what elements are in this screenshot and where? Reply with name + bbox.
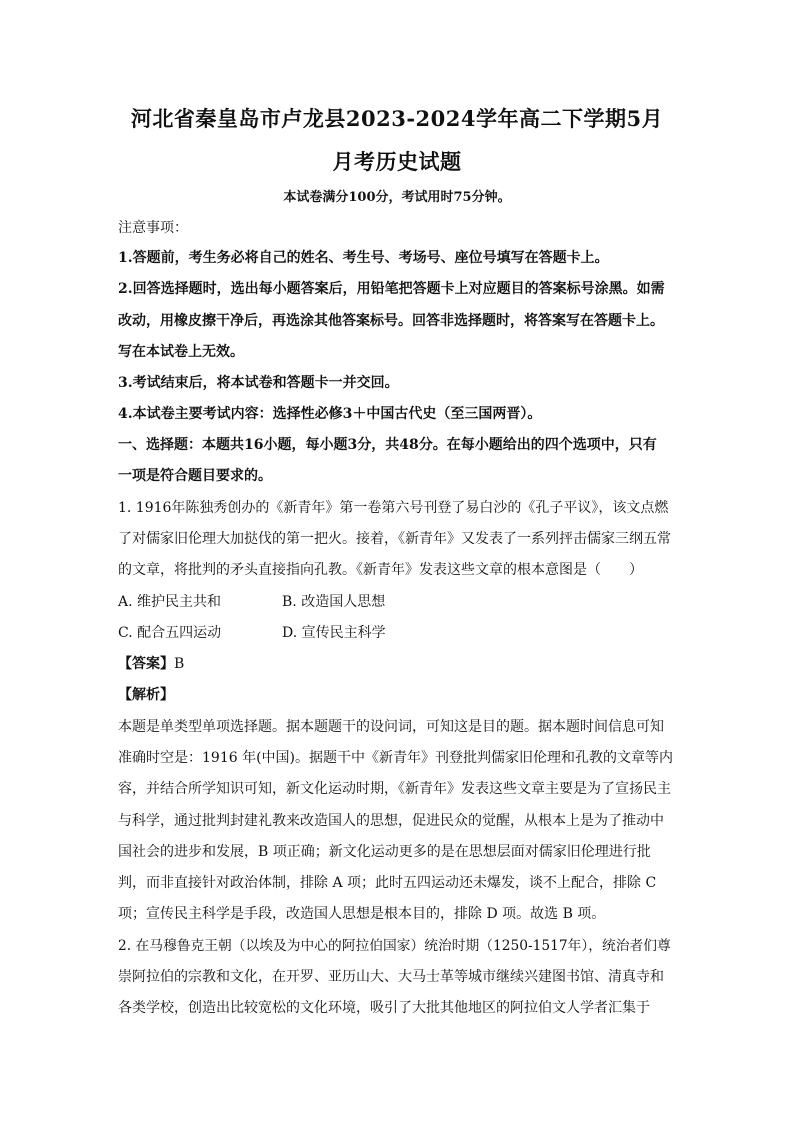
q1-option-d: D. 宣传民主科学 xyxy=(282,625,386,641)
q1-analysis-line4: 与科学，通过批判封建礼教来改造国人的思想，促进民众的觉醒，从根本上是为了推动中 xyxy=(118,813,664,829)
exam-title-line2-text: 月考历史试题 xyxy=(332,149,462,174)
exam-title-line2 xyxy=(0,146,794,176)
note-item-4: 4.本试卷主要考试内容：选择性必修3＋中国古代史（至三国两晋）。 xyxy=(118,406,542,422)
q2-stem-line1: 2. 在马穆鲁克王朝（以埃及为中心的阿拉伯国家）统治时期（1250-1517年），统治者们尊 xyxy=(118,938,671,954)
note-item-1: 1.答题前，考生务必将自己的姓名、考生号、考场号、座位号填写在答题卡上。 xyxy=(118,250,609,266)
note-item-2-line1: 2.回答选择题时，选出每小题答案后，用铅笔把答题卡上对应题目的答案标号涂黑。如需 xyxy=(118,281,665,297)
q1-option-c: C. 配合五四运动 xyxy=(118,625,222,641)
section1-heading-line1: 一、选择题：本题共16小题，每小题3分，共48分。在每小题给出的四个选项中，只有 xyxy=(118,437,657,453)
q1-stem-line1: 1. 1916年陈独秀创办的《新青年》第一卷第六号刊登了易白沙的《孔子平议》，该文点燃 xyxy=(118,500,669,516)
q1-stem-line3: 的文章，将批判的矛头直接指向孔教。《新青年》发表这些文章的根本意图是（ ） xyxy=(118,562,643,578)
notes-heading: 注意事项： xyxy=(118,220,188,236)
q1-analysis-line2: 准确时空是：1916 年(中国)。据题干中《新青年》刊登批判儒家旧伦理和孔教的文章等内 xyxy=(118,750,674,766)
q1-analysis-line6: 判，而非直接针对政治体制，排除 A 项；此时五四运动还未爆发，谈不上配合，排除 C xyxy=(118,875,657,891)
q1-analysis-line5: 国社会的进步和发展，B 项正确；新文化运动更多的是在思想层面对儒家旧伦理进行批 xyxy=(118,844,651,860)
q1-option-b: B. 改造国人思想 xyxy=(282,594,386,610)
note-item-2-line2: 改动，用橡皮擦干净后，再选涂其他答案标号。回答非选择题时，将答案写在答题卡上。 xyxy=(118,313,664,329)
q1-answer-value: B xyxy=(174,656,185,672)
exam-title-line1 xyxy=(0,103,794,133)
q2-stem-line2: 崇阿拉伯的宗教和文化，在开罗、亚历山大、大马士革等城市继续兴建图书馆、清真寺和 xyxy=(118,969,664,985)
note-item-2-line3: 写在本试卷上无效。 xyxy=(118,344,244,360)
exam-title-line1-text: 河北省秦皇岛市卢龙县2023-2024学年高二下学期5月 xyxy=(130,106,664,131)
q2-stem-line3: 各类学校，创造出比较宽松的文化环境，吸引了大批其他地区的阿拉伯文人学者汇集于 xyxy=(118,1000,650,1016)
section1-heading-line2: 一项是符合题目要求的。 xyxy=(118,468,272,484)
q1-analysis-line1: 本题是单类型单项选择题。据本题题干的设问词，可知这是目的题。据本题时间信息可知 xyxy=(118,719,664,735)
note-item-3: 3.考试结束后，将本试卷和答题卡一并交回。 xyxy=(118,375,399,391)
exam-subtitle: 本试卷满分100分，考试用时75分钟。 xyxy=(283,190,511,205)
q1-answer-label: 【答案】 xyxy=(118,656,174,672)
q1-stem-line2: 了对儒家旧伦理大加挞伐的第一把火。接着，《新青年》又发表了一系列抨击儒家三纲五常 xyxy=(118,531,671,547)
q1-analysis-label: 【解析】 xyxy=(118,687,174,703)
q1-option-a: A. 维护民主共和 xyxy=(118,594,222,610)
q1-analysis-line7: 项；宣传民主科学是手段，改造国人思想是根本目的，排除 D 项。故选 B 项。 xyxy=(118,906,606,922)
q1-analysis-line3: 容，并结合所学知识可知，新文化运动时期，《新青年》发表这些文章主要是为了宣扬民主 xyxy=(118,781,671,797)
q1-answer xyxy=(118,654,678,674)
